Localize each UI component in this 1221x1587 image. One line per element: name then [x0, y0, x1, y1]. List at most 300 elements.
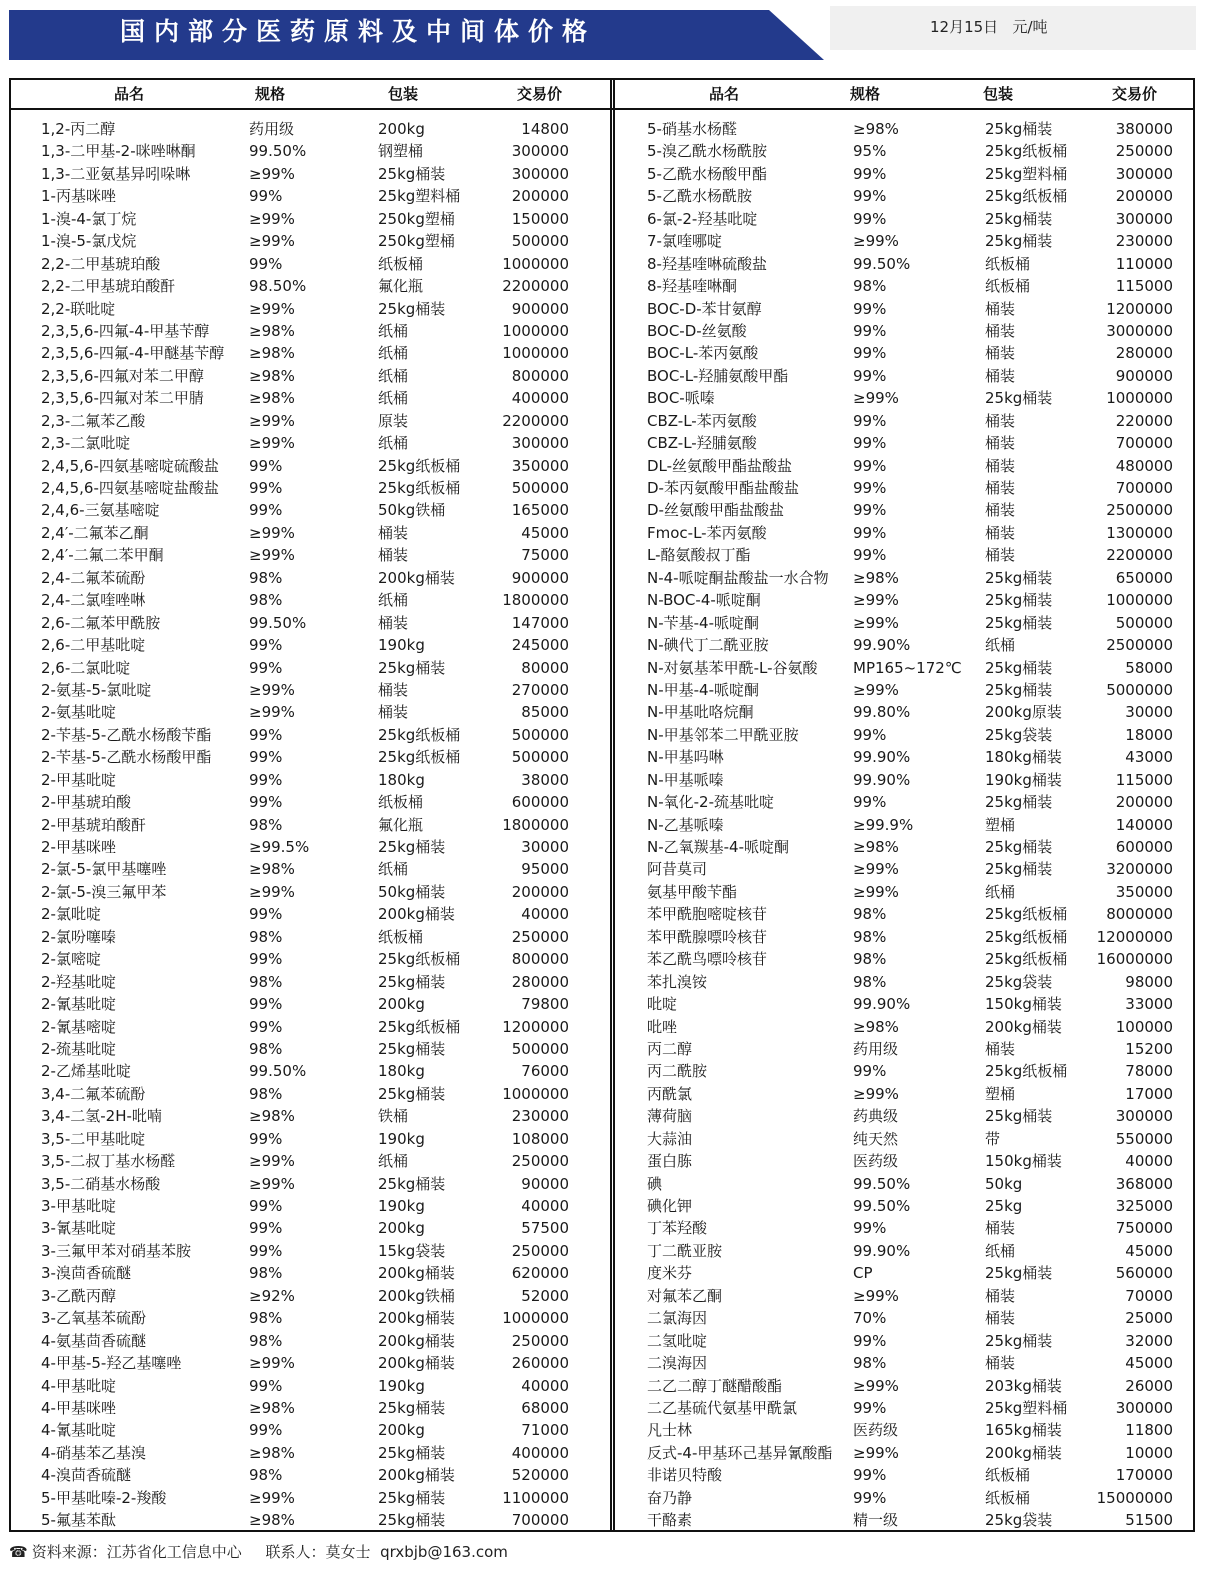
table-row [19, 567, 604, 589]
product-spec: 99.50% [853, 1197, 911, 1215]
product-spec: ≥98% [853, 120, 899, 138]
product-pack: 50kg铁桶 [378, 501, 446, 520]
product-spec: ≥98% [249, 1107, 295, 1126]
product-name: 阿昔莫司 [647, 860, 708, 879]
product-pack: 纸板桶 [985, 1488, 1031, 1507]
product-name: 度米芬 [647, 1264, 693, 1283]
product-price: 300000 [511, 164, 569, 183]
table-row [19, 634, 604, 656]
product-name: 4-甲基-5-羟乙基噻唑 [41, 1354, 182, 1373]
product-spec: 99% [853, 1219, 887, 1238]
product-name: 2,3,5,6-四氟对苯二甲醇 [41, 366, 204, 385]
product-pack: 200kg桶装 [985, 1443, 1062, 1462]
table-row [623, 1307, 1208, 1329]
product-spec: ≥98% [249, 860, 295, 879]
table-row [19, 948, 604, 970]
table-row [623, 387, 1208, 409]
table-row [623, 1464, 1208, 1486]
product-pack: 桶装 [985, 366, 1016, 385]
product-price: 38000 [521, 770, 569, 789]
product-pack: 纸桶 [985, 636, 1016, 655]
product-spec: 99% [249, 501, 283, 520]
product-spec: ≥99% [249, 703, 295, 722]
product-spec: 99% [853, 523, 887, 542]
product-spec: 99.90% [853, 748, 911, 767]
product-price: 500000 [1115, 613, 1173, 632]
product-pack: 纸板桶 [985, 277, 1031, 296]
product-spec: 99% [853, 299, 887, 318]
product-price: 620000 [511, 1264, 569, 1283]
product-name: N-甲基哌嗪 [647, 770, 724, 789]
product-spec: 99% [249, 1219, 283, 1238]
product-name: N-BOC-4-哌啶酮 [647, 591, 761, 610]
table-row [623, 118, 1208, 140]
product-price: 900000 [1115, 366, 1173, 385]
product-name: 3,5-二叔丁基水杨醛 [41, 1152, 176, 1171]
product-spec: 纯天然 [853, 1129, 899, 1148]
product-name: 5-乙酰水杨酸甲酯 [647, 164, 767, 183]
product-name: 2,4′-二氟二苯甲酮 [41, 546, 164, 565]
table-row [623, 1419, 1208, 1441]
table-row [19, 993, 604, 1015]
product-pack: 纸板桶 [378, 254, 424, 273]
product-pack: 200kg桶装 [378, 1309, 455, 1328]
table-row [623, 948, 1208, 970]
product-spec: ≥99% [249, 882, 295, 901]
product-price: 200000 [511, 882, 569, 901]
product-name: 碘化钾 [647, 1197, 693, 1215]
table-row [19, 746, 604, 768]
product-spec: ≥92% [249, 1286, 295, 1305]
product-spec: ≥99% [249, 164, 295, 183]
product-spec: 99% [249, 658, 283, 677]
product-price: 79800 [521, 995, 569, 1014]
product-pack: 25kg [985, 1197, 1023, 1215]
product-pack: 25kg塑料桶 [985, 1398, 1068, 1417]
product-name: 2-氨基-5-氯吡啶 [41, 680, 152, 699]
product-name: 4-溴茴香硫醚 [41, 1466, 131, 1485]
product-name: 吡啶 [647, 995, 678, 1014]
product-price: 1000000 [502, 321, 569, 340]
product-name: 2,2-二甲基琥珀酸 [41, 254, 161, 273]
product-spec: 99% [249, 1017, 283, 1036]
product-spec: 98% [249, 591, 283, 610]
product-name: 苯扎溴铵 [647, 972, 708, 991]
product-pack: 15kg袋装 [378, 1241, 446, 1260]
product-price: 78000 [1125, 1062, 1173, 1081]
product-price: 1100000 [502, 1488, 569, 1507]
table-row [623, 701, 1208, 723]
unit-label: 元/吨 [1012, 18, 1048, 36]
product-spec: 99% [249, 748, 283, 767]
table-row [623, 499, 1208, 521]
product-name: N-甲基吗啉 [647, 748, 724, 767]
table-row [19, 499, 604, 521]
product-name: 二乙基硫代氨基甲酰氯 [647, 1398, 798, 1417]
table-row [19, 253, 604, 275]
date-box [830, 6, 1196, 50]
product-price: 90000 [521, 1174, 569, 1193]
product-spec: 99% [853, 164, 887, 183]
right-rows [623, 118, 1208, 1532]
product-name: 2,3,5,6-四氟对苯二甲腈 [41, 389, 204, 408]
product-pack: 25kg纸板桶 [378, 479, 461, 497]
product-name: 2,3-二氟苯乙酸 [41, 411, 146, 430]
product-price: 40000 [1125, 1152, 1173, 1171]
product-name: 2,2-联吡啶 [41, 299, 116, 318]
product-spec: 99% [249, 1421, 283, 1440]
product-pack: 190kg [378, 1129, 425, 1148]
product-price: 165000 [511, 501, 569, 520]
product-pack: 钢塑桶 [378, 142, 424, 161]
table-row [623, 365, 1208, 387]
product-name: 1,2-丙二醇 [41, 120, 116, 138]
product-price: 15000000 [1096, 1488, 1173, 1507]
product-price: 140000 [1115, 815, 1173, 834]
table-row [19, 971, 604, 993]
product-pack: 200kg桶装 [378, 1331, 455, 1350]
product-price: 325000 [1115, 1197, 1173, 1215]
product-price: 95000 [521, 860, 569, 879]
product-spec: ≥99% [853, 389, 899, 408]
product-spec: 98% [249, 1466, 283, 1485]
product-name: 氨基甲酸苄酯 [647, 882, 738, 901]
product-price: 200000 [1115, 793, 1173, 812]
product-spec: ≥99% [249, 434, 295, 453]
product-pack: 25kg桶装 [985, 838, 1053, 856]
product-pack: 25kg桶装 [378, 1039, 446, 1058]
product-price: 1000000 [502, 1309, 569, 1328]
table-row [623, 298, 1208, 320]
product-spec: ≥99% [853, 1084, 899, 1103]
product-pack: 250kg塑桶 [378, 232, 455, 251]
product-price: 250000 [1115, 142, 1173, 161]
product-pack: 桶装 [985, 501, 1016, 520]
product-price: 10000 [1125, 1443, 1173, 1462]
product-spec: 99% [249, 793, 283, 812]
table-row [19, 1240, 604, 1262]
product-spec: 精一级 [853, 1511, 899, 1530]
product-name: 3-溴茴香硫醚 [41, 1264, 131, 1283]
table-row [19, 320, 604, 342]
product-price: 1000000 [502, 1084, 569, 1103]
product-price: 1000000 [502, 344, 569, 363]
product-spec: 99% [249, 187, 283, 206]
product-price: 3200000 [1106, 860, 1173, 879]
product-pack: 氟化瓶 [378, 277, 424, 296]
table-row [19, 903, 604, 925]
product-spec: 药用级 [853, 1039, 899, 1058]
table-row [19, 612, 604, 634]
product-spec: 98% [249, 1309, 283, 1328]
product-price: 3000000 [1106, 321, 1173, 340]
product-spec: 98% [249, 972, 283, 991]
product-name: 3-乙酰丙醇 [41, 1286, 116, 1305]
col-header-spec: 规格 [255, 85, 286, 103]
product-name: 1-丙基咪唑 [41, 187, 116, 206]
product-spec: 98% [249, 927, 283, 946]
product-name: 2-氰基嘧啶 [41, 1017, 116, 1036]
product-price: 500000 [511, 748, 569, 767]
product-spec: 98% [853, 972, 887, 991]
product-spec: ≥99% [853, 860, 899, 879]
product-pack: 25kg桶装 [985, 209, 1053, 228]
table-row [623, 342, 1208, 364]
product-name: N-甲基邻苯二甲酰亚胺 [647, 725, 799, 744]
product-name: 2,4-二氯喹唑啉 [41, 591, 146, 610]
product-pack: 250kg塑桶 [378, 209, 455, 228]
product-pack: 桶装 [985, 1286, 1016, 1305]
product-pack: 原装 [378, 411, 409, 430]
product-pack: 25kg桶装 [985, 389, 1053, 408]
product-price: 350000 [1115, 882, 1173, 901]
product-price: 115000 [1115, 277, 1173, 296]
table-row [623, 410, 1208, 432]
product-spec: ≥99% [249, 1488, 295, 1507]
product-spec: 99% [249, 770, 283, 789]
product-name: 2,6-二甲基吡啶 [41, 636, 146, 655]
product-pack: 桶装 [378, 523, 409, 542]
product-name: 苯乙酰鸟嘌呤核苷 [647, 950, 768, 969]
product-spec: ≥99% [249, 1174, 295, 1193]
table-row [19, 836, 604, 858]
product-name: 二氯海因 [647, 1309, 708, 1328]
product-spec: ≥99% [249, 411, 295, 430]
product-name: 1,3-二亚氨基异吲哚啉 [41, 164, 191, 183]
product-price: 16000000 [1096, 950, 1173, 969]
table-row [623, 1173, 1208, 1195]
table-row [623, 522, 1208, 544]
product-pack: 180kg [378, 770, 425, 789]
product-spec: ≥99% [853, 1376, 899, 1395]
product-price: 400000 [511, 389, 569, 408]
col-header-price: 交易价 [1112, 85, 1158, 103]
product-pack: 200kg桶装 [378, 1354, 455, 1373]
table-row [19, 118, 604, 140]
product-spec: ≥99% [249, 523, 295, 542]
product-spec: 98% [249, 815, 283, 834]
product-spec: 99% [249, 995, 283, 1014]
footer-source: 资料来源：江苏省化工信息中心 [31, 1543, 242, 1561]
product-spec: ≥98% [853, 838, 899, 856]
product-price: 75000 [521, 546, 569, 565]
product-spec: 99% [249, 905, 283, 924]
product-spec: 99% [853, 501, 887, 520]
product-spec: ≥98% [249, 1398, 295, 1417]
table-row [19, 881, 604, 903]
product-pack: 200kg [378, 120, 425, 138]
product-pack: 200kg [378, 1421, 425, 1440]
product-spec: ≥98% [853, 568, 899, 587]
product-pack: 25kg桶装 [378, 972, 446, 991]
product-price: 147000 [511, 613, 569, 632]
product-price: 45000 [1125, 1241, 1173, 1260]
product-price: 58000 [1125, 658, 1173, 677]
product-name: 5-甲基吡嗪-2-羧酸 [41, 1488, 167, 1507]
product-spec: 99.80% [853, 703, 911, 722]
product-pack: 氟化瓶 [378, 815, 424, 834]
product-spec: 99% [853, 479, 887, 497]
product-name: 对氟苯乙酮 [647, 1286, 723, 1305]
col-header-name: 品名 [709, 85, 740, 103]
table-row [623, 253, 1208, 275]
product-price: 80000 [521, 658, 569, 677]
product-price: 700000 [1115, 479, 1173, 497]
product-name: 2,4,5,6-四氨基嘧啶硫酸盐 [41, 456, 219, 475]
product-price: 1000000 [502, 254, 569, 273]
product-price: 300000 [511, 434, 569, 453]
product-spec: 99% [249, 254, 283, 273]
product-name: 吡唑 [647, 1017, 678, 1036]
product-pack: 25kg桶装 [378, 1174, 446, 1193]
product-name: 5-溴乙酰水杨酰胺 [647, 142, 767, 161]
table-row [623, 1442, 1208, 1464]
product-spec: 99% [853, 1331, 887, 1350]
product-name: 3-乙氧基苯硫酚 [41, 1309, 146, 1328]
product-pack: 25kg桶装 [378, 1488, 446, 1507]
product-pack: 25kg纸板桶 [985, 905, 1068, 924]
product-price: 900000 [511, 568, 569, 587]
product-spec: ≥99% [853, 1286, 899, 1305]
product-pack: 25kg桶装 [378, 1398, 446, 1417]
product-pack: 25kg桶装 [378, 658, 446, 677]
product-name: 二氢吡啶 [647, 1331, 708, 1350]
product-pack: 桶装 [378, 680, 409, 699]
table-row [623, 1509, 1208, 1531]
product-price: 1200000 [1106, 299, 1173, 318]
product-pack: 纸桶 [378, 321, 409, 340]
product-spec: ≥99% [853, 882, 899, 901]
product-pack: 桶装 [985, 299, 1016, 318]
product-price: 70000 [1125, 1286, 1173, 1305]
table-row [19, 1285, 604, 1307]
table-row [19, 432, 604, 454]
table-row [623, 836, 1208, 858]
product-price: 57500 [521, 1219, 569, 1238]
product-name: 2-苄基-5-乙酰水杨酸甲酯 [41, 748, 212, 767]
product-pack: 25kg桶装 [985, 613, 1053, 632]
table-row [623, 1060, 1208, 1082]
product-pack: 桶装 [985, 321, 1016, 340]
product-price: 500000 [511, 479, 569, 497]
table-row [19, 1375, 604, 1397]
product-price: 14800 [521, 120, 569, 138]
product-spec: 99% [249, 950, 283, 969]
product-price: 33000 [1125, 995, 1173, 1014]
product-name: N-甲基-4-哌啶酮 [647, 680, 760, 699]
product-name: 2-氯-5-氯甲基噻唑 [41, 860, 167, 879]
product-pack: 190kg [378, 1197, 425, 1215]
product-pack: 桶装 [985, 523, 1016, 542]
product-name: 奋乃静 [647, 1488, 693, 1507]
product-spec: 99% [853, 344, 887, 363]
product-spec: 98.50% [249, 277, 307, 296]
left-table [19, 80, 604, 1530]
table-row [623, 769, 1208, 791]
product-pack: 200kg铁桶 [378, 1286, 455, 1305]
product-spec: 99% [853, 411, 887, 430]
page-header [0, 0, 1221, 62]
table-row [19, 140, 604, 162]
product-spec: 医药级 [853, 1421, 899, 1440]
product-pack: 纸桶 [378, 344, 409, 363]
table-row [19, 791, 604, 813]
product-name: 凡士林 [647, 1421, 693, 1440]
product-pack: 纸桶 [985, 882, 1016, 901]
table-row [19, 1487, 604, 1509]
table-row [623, 1016, 1208, 1038]
product-spec: 99% [853, 1488, 887, 1507]
product-pack: 25kg桶装 [985, 680, 1053, 699]
product-spec: ≥99% [249, 209, 295, 228]
product-name: 二乙二醇丁醚醋酸酯 [647, 1376, 783, 1395]
product-name: 2,4,6-三氨基嘧啶 [41, 501, 160, 520]
product-spec: ≥98% [249, 366, 295, 385]
product-price: 8000000 [1106, 905, 1173, 924]
table-row [19, 1060, 604, 1082]
product-pack: 25kg纸板桶 [985, 927, 1068, 946]
product-pack: 150kg桶装 [985, 995, 1062, 1014]
table-row [19, 858, 604, 880]
product-name: 丁二酰亚胺 [647, 1241, 723, 1260]
product-spec: 99% [249, 1129, 283, 1148]
product-spec: 99% [249, 1197, 283, 1215]
product-pack: 桶装 [985, 546, 1016, 565]
table-row [19, 1016, 604, 1038]
product-spec: 99% [249, 456, 283, 475]
table-row [19, 769, 604, 791]
product-name: 2-氰基吡啶 [41, 995, 116, 1014]
date-label: 12月15日 [930, 18, 999, 36]
product-price: 15200 [1125, 1039, 1173, 1058]
product-price: 300000 [1115, 1398, 1173, 1417]
product-name: 3-三氟甲苯对硝基苯胺 [41, 1241, 191, 1260]
product-price: 2200000 [502, 411, 569, 430]
table-row [623, 814, 1208, 836]
product-pack: 25kg桶装 [378, 1443, 446, 1462]
product-spec: ≥98% [249, 1511, 295, 1530]
product-name: 2,4′-二氟苯乙酮 [41, 523, 149, 542]
product-price: 250000 [511, 1241, 569, 1260]
product-pack: 50kg [985, 1174, 1023, 1193]
product-price: 900000 [511, 299, 569, 318]
product-pack: 200kg桶装 [378, 568, 455, 587]
table-row [623, 140, 1208, 162]
product-price: 30000 [521, 838, 569, 856]
product-pack: 25kg纸板桶 [378, 950, 461, 969]
product-name: 3-甲基吡啶 [41, 1197, 116, 1215]
product-price: 26000 [1125, 1376, 1173, 1395]
product-price: 300000 [1115, 209, 1173, 228]
product-spec: ≥99% [249, 680, 295, 699]
product-pack: 桶装 [985, 1039, 1016, 1058]
product-name: 2-氯吡啶 [41, 905, 101, 924]
product-pack: 200kg [378, 995, 425, 1014]
product-name: 2-甲基吡啶 [41, 770, 116, 789]
table-row [19, 1464, 604, 1486]
table-row [623, 746, 1208, 768]
product-spec: 99% [853, 1466, 887, 1485]
product-name: 4-硝基苯乙基溴 [41, 1443, 146, 1462]
product-name: 1,3-二甲基-2-咪唑啉酮 [41, 142, 196, 161]
product-spec: 98% [853, 1354, 887, 1373]
table-row [19, 701, 604, 723]
product-pack: 桶装 [985, 479, 1016, 497]
table-row [19, 1105, 604, 1127]
product-name: N-4-哌啶酮盐酸盐一水合物 [647, 568, 829, 587]
table-row [19, 1509, 604, 1531]
product-spec: ≥99% [853, 680, 899, 699]
